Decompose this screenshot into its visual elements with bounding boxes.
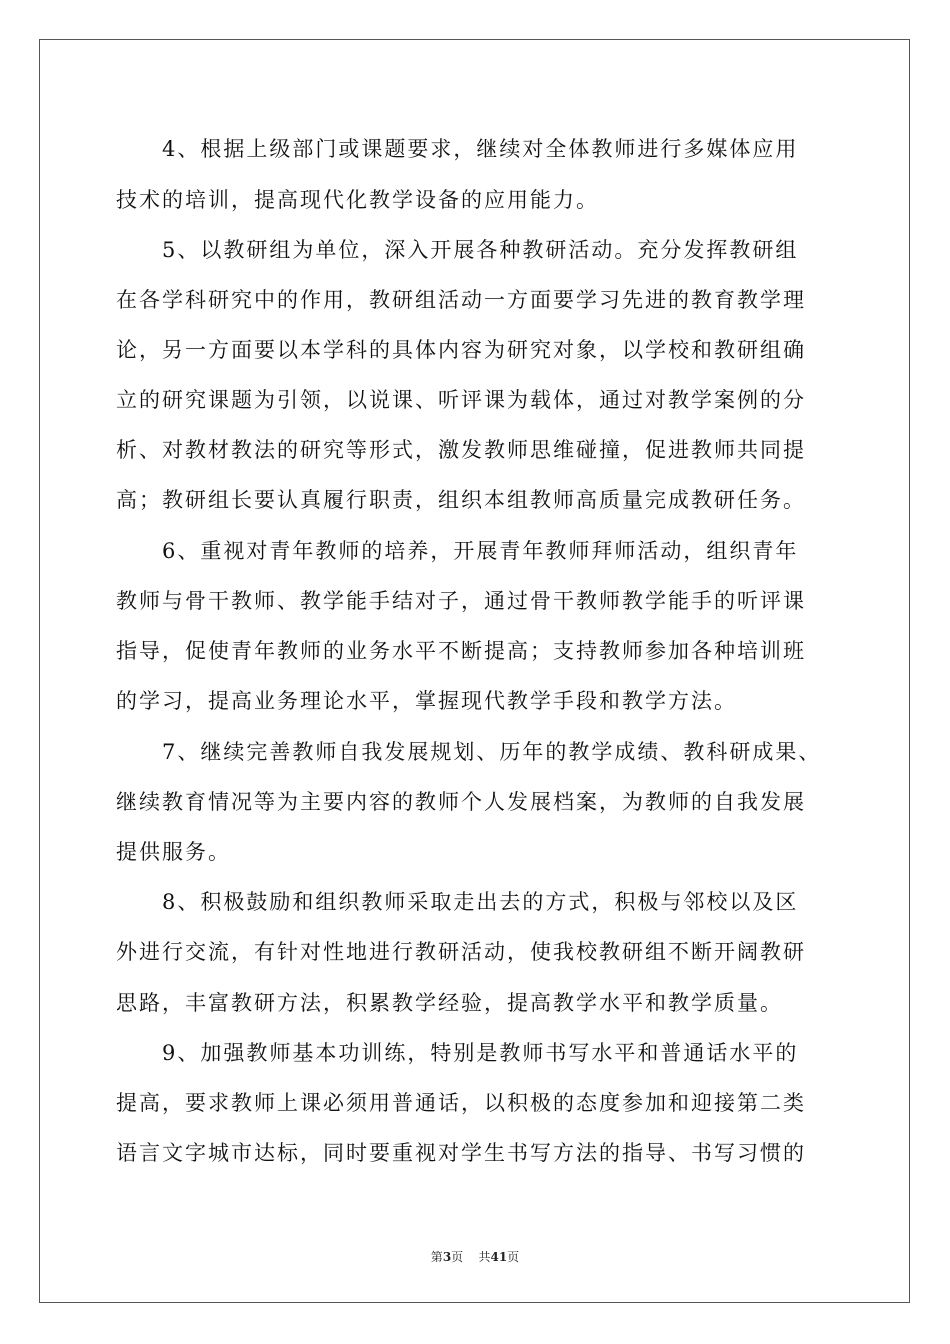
total-prefix: 共 xyxy=(478,1250,491,1264)
paragraph-line: 论，另一方面要以本学科的具体内容为研究对象，以学校和教研组确 xyxy=(116,338,806,362)
paragraph-line: 立的研究课题为引领，以说课、听评课为载体，通过对教学案例的分 xyxy=(116,388,806,412)
paragraph-line: 技术的培训，提高现代化教学设备的应用能力。 xyxy=(116,188,599,212)
paragraph-line: 高；教研组长要认真履行职责，组织本组教师高质量完成教研任务。 xyxy=(116,488,806,512)
paragraph-line: 外进行交流，有针对性地进行教研活动，使我校教研组不断开阔教研 xyxy=(116,940,806,964)
paragraph-line: 析、对教材教法的研究等形式，激发教师思维碰撞，促进教师共同提 xyxy=(116,438,806,462)
paragraph-line: 指导，促使青年教师的业务水平不断提高；支持教师参加各种培训班 xyxy=(116,639,806,663)
paragraph-line: 教师与骨干教师、教学能手结对子，通过骨干教师教学能手的听评课 xyxy=(116,589,806,613)
paragraph-line: 4、根据上级部门或课题要求，继续对全体教师进行多媒体应用 xyxy=(116,137,799,161)
paragraph-line: 9、加强教师基本功训练，特别是教师书写水平和普通话水平的 xyxy=(116,1041,799,1065)
paragraph-line: 提供服务。 xyxy=(116,840,231,864)
page-prefix: 第 xyxy=(430,1250,443,1264)
paragraph-line: 提高，要求教师上课必须用普通话，以积极的态度参加和迎接第二类 xyxy=(116,1091,806,1115)
paragraph-line: 6、重视对青年教师的培养，开展青年教师拜师活动，组织青年 xyxy=(116,539,799,563)
paragraph-line: 5、以教研组为单位，深入开展各种教研活动。充分发挥教研组 xyxy=(116,238,799,262)
total-suffix: 页 xyxy=(507,1250,520,1264)
paragraph-line: 在各学科研究中的作用，教研组活动一方面要学习先进的教育教学理 xyxy=(116,288,806,312)
page-footer xyxy=(0,1248,950,1265)
total-pages: 41 xyxy=(490,1250,508,1264)
paragraph-line: 的学习，提高业务理论水平，掌握现代教学手段和教学方法。 xyxy=(116,689,737,713)
paragraph-line: 7、继续完善教师自我发展规划、历年的教学成绩、教科研成果、 xyxy=(116,740,822,764)
paragraph-line: 8、积极鼓励和组织教师采取走出去的方式，积极与邻校以及区 xyxy=(116,890,799,914)
page-number: 3 xyxy=(442,1250,452,1264)
paragraph-line: 思路，丰富教研方法，积累教学经验，提高教学水平和教学质量。 xyxy=(116,991,783,1015)
page-suffix: 页 xyxy=(451,1250,464,1264)
paragraph-line: 继续教育情况等为主要内容的教师个人发展档案，为教师的自我发展 xyxy=(116,790,806,814)
paragraph-line: 语言文字城市达标，同时要重视对学生书写方法的指导、书写习惯的 xyxy=(116,1141,806,1165)
